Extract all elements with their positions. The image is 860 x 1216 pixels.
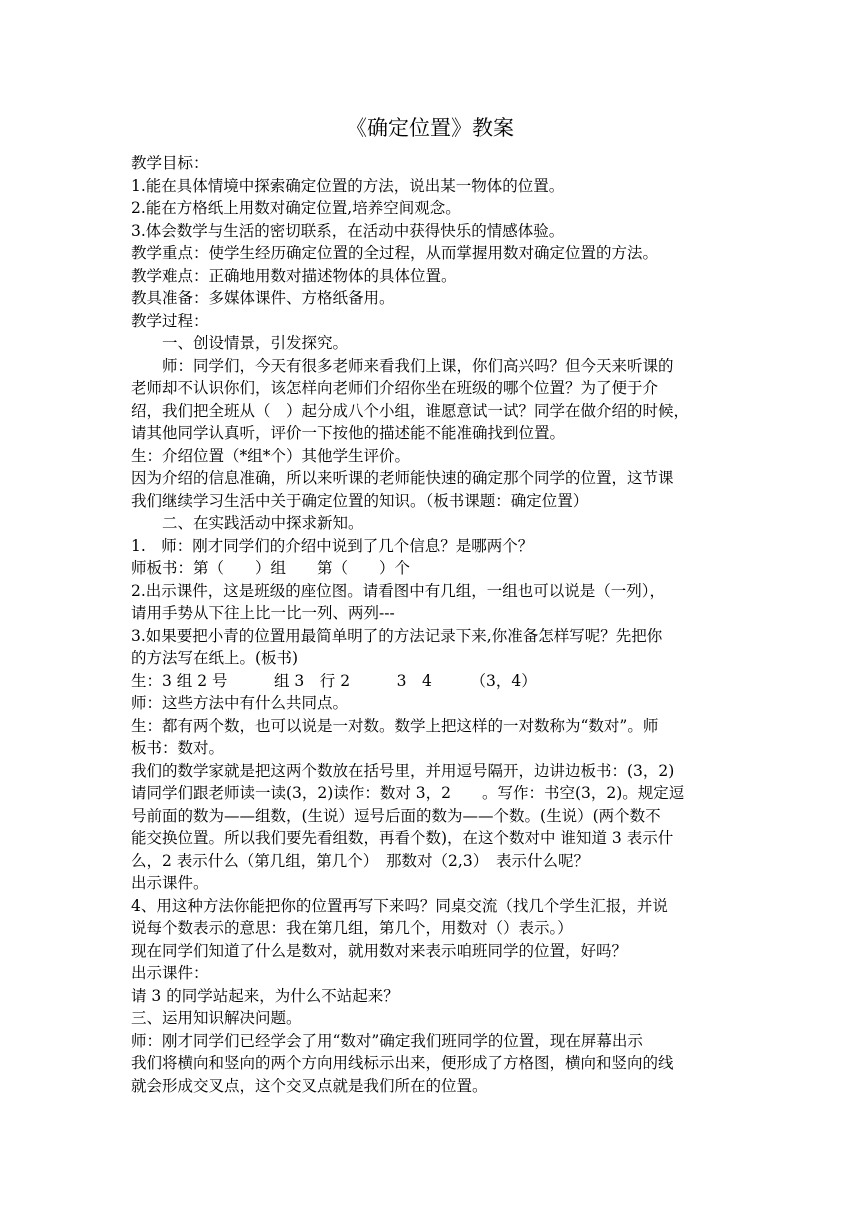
text-line: 师：刚才同学们已经学会了用“数对”确定我们班同学的位置，现在屏幕出示	[131, 1031, 643, 1050]
text-line: 生：3 组 2 号 组 3 行 2 3 4 （3，4）	[131, 671, 537, 690]
text-line: 2.出示课件，这是班级的座位图。请看图中有几组，一组也可以说是（一列），	[131, 581, 666, 600]
text-line: 现在同学们知道了什么是数对，就用数对来表示咱班同学的位置，好吗？	[131, 941, 628, 960]
text-line: 生：都有两个数，也可以说是一对数。数学上把这样的一对数称为“数对”。师	[131, 716, 659, 735]
text-line: 师板书：第（ ）组 第（ ）个	[131, 559, 411, 577]
text-line: 的方法写在纸上。(板书)	[131, 649, 299, 667]
text-line: 绍，我们把全班从（ ）起分成八个小组，谁愿意试一试？同学在做介绍的时候，	[131, 401, 690, 420]
text-line: 请同学们跟老师读一读(3，2)读作：数对 3，2 。写作：书空(3，2)。规定逗	[131, 784, 685, 802]
text-line: 请其他同学认真听，评价一下按他的描述能不能准确找到位置。	[131, 424, 566, 442]
text-line: 能交换位置。所以我们要先看组数，再看个数)，在这个数对中 谁知道 3 表示什	[131, 829, 674, 847]
text-line: 教具准备：多媒体课件、方格纸备用。	[131, 289, 395, 307]
text-line: 出示课件：	[131, 964, 209, 982]
text-line: 4、用这种方法你能把你的位置再写下来吗？同桌交流（找几个学生汇报，并说	[131, 896, 668, 915]
text-line: 3.体会数学与生活的密切联系，在活动中获得快乐的情感体验。	[131, 221, 565, 240]
document-title: 《确定位置》教案	[346, 116, 514, 140]
text-line: 板书：数对。	[131, 739, 225, 757]
text-line: 我们将横向和竖向的两个方向用线标示出来，便形成了方格图，横向和竖向的线	[131, 1054, 674, 1072]
text-line: 教学目标：	[131, 154, 209, 172]
text-line: 老师却不认识你们，该怎样向老师们介绍你坐在班级的哪个位置？为了便于介	[131, 379, 659, 397]
text-line: 1. 师：刚才同学们的介绍中说到了几个信息？是哪两个？	[131, 536, 534, 555]
text-line: 生：介绍位置（*组*个）其他学生评价。	[131, 446, 411, 465]
text-line: 就会形成交叉点，这个交叉点就是我们所在的位置。	[131, 1076, 488, 1095]
text-line: 一、创设情景，引发探究。	[162, 334, 349, 352]
text-line: 3.如果要把小青的位置用最简单明了的方法记录下来,你准备怎样写呢？先把你	[131, 626, 663, 645]
text-line: 因为介绍的信息准确，所以来听课的老师能快速的确定那个同学的位置，这节课	[131, 469, 674, 487]
text-line: 师：这些方法中有什么共同点。	[131, 694, 349, 712]
text-line: 1.能在具体情境中探索确定位置的方法，说出某一物体的位置。	[131, 176, 565, 195]
text-line: 教学过程：	[131, 311, 209, 330]
text-line: 三、运用知识解决问题。	[131, 1009, 302, 1027]
text-line: 说每个数表示的意思：我在第几组，第几个，用数对（）表示。）	[131, 919, 573, 937]
text-line: 2.能在方格纸上用数对确定位置,培养空间观念。	[131, 199, 461, 217]
text-line: 师：同学们，今天有很多老师来看我们上课，你们高兴吗？但今天来听课的	[162, 356, 674, 375]
text-line: 我们的数学家就是把这两个数放在括号里，并用逗号隔开，边讲边板书：(3，2)	[131, 761, 675, 780]
text-line: 号前面的数为——组数，(生说）逗号后面的数为——个数。(生说）(两个数不	[131, 806, 661, 825]
document-body	[131, 152, 731, 1097]
text-line: 教学难点：正确地用数对描述物体的具体位置。	[131, 266, 457, 285]
text-line: 请 3 的同学站起来，为什么不站起来？	[131, 986, 399, 1005]
text-line: 我们继续学习生活中关于确定位置的知识。（板书课题：确定位置）	[131, 491, 589, 510]
text-line: 出示课件。	[131, 874, 209, 892]
text-line: 请用手势从下往上比一比一列、两列---	[131, 604, 395, 622]
text-line: 教学重点：使学生经历确定位置的全过程，从而掌握用数对确定位置的方法。	[131, 244, 659, 262]
text-line: 二、在实践活动中探求新知。	[162, 514, 364, 532]
text-line: 么，2 表示什么（第几组，第几个） 那数对（2,3） 表示什么呢？	[131, 851, 589, 870]
